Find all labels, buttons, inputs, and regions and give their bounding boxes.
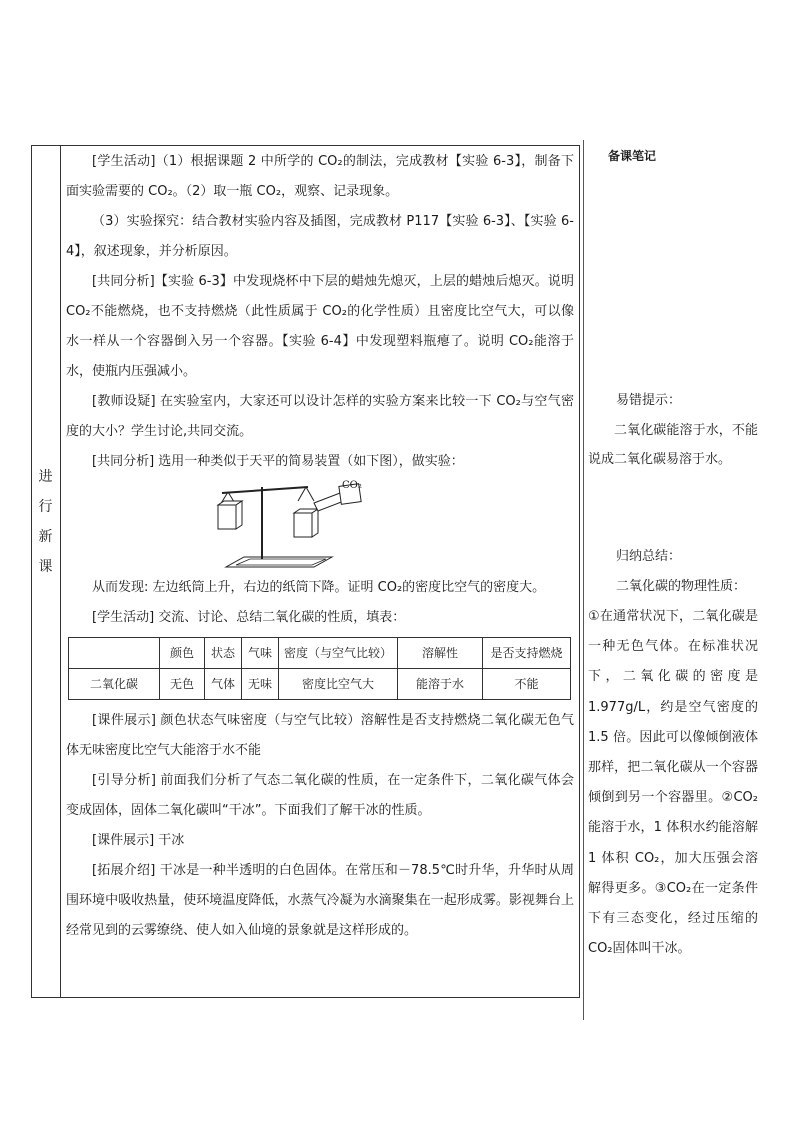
paragraph-dry-ice-title: [课件展示] 干冰 <box>92 833 185 848</box>
balance-apparatus-figure <box>66 477 574 573</box>
paragraph-teacher-question: [教师设疑] 在实验室内，大家还可以设计怎样的实验方案来比较一下 CO₂与空气密度的大小？学生讨论,共同交流。 <box>66 394 574 439</box>
table-header-cell <box>69 638 160 669</box>
table-cell: 不能 <box>483 669 571 700</box>
section-label-char: 新 <box>38 529 53 545</box>
paragraph-conclusion: 从而发现: 左边纸筒上升，右边的纸筒下降。证明 CO₂的密度比空气的密度大。 <box>92 580 546 595</box>
table-header-cell: 溶解性 <box>398 638 483 669</box>
table-cell: 密度比空气大 <box>279 669 398 700</box>
paragraph-extension: [拓展介绍] 干冰是一种半透明的白色固体。在常压和－78.5℃时升华，升华时从周围环境中吸收热量，使环境温度降低，水蒸气冷凝为水滴聚集在一起形成雾。影视舞台上经常见到的云雾缭绕、使人如入仙境的景象就是这样形成的。 <box>66 863 574 938</box>
summary-subheading: 二氧化碳的物理性质： <box>616 579 747 594</box>
table-header-row <box>69 638 571 669</box>
table-cell: 二氧化碳 <box>69 669 160 700</box>
paragraph-joint-analysis: [共同分析]【实验 6-3】中发现烧杯中下层的蜡烛先熄灭，上层的蜡烛后熄灭。说明 CO₂不能燃烧，也不支持燃烧（此性质属于 CO₂的化学性质）且密度比空气大，可以像水一样从一个容器倒入另一个容器。【实验 6-4】中发现塑料瓶瘪了。说明 CO₂能溶于水，使瓶内压强减小。 <box>66 274 574 379</box>
paragraph-guided-analysis: [引导分析] 前面我们分析了气态二氧化碳的性质，在一定条件下，二氧化碳气体会变成固体，固体二氧化碳叫“干冰”。下面我们了解干冰的性质。 <box>66 773 574 818</box>
table-cell: 能溶于水 <box>398 669 483 700</box>
co2-label: CO₂ <box>342 480 362 491</box>
paragraph-student-activity: [学生活动]（1）根据课题 2 中所学的 CO₂的制法，完成教材【实验 6-3】，制备下面实验需要的 CO₂。（2）取一瓶 CO₂，观察、记录现象。 <box>66 154 574 199</box>
table-header-cell: 气味 <box>242 638 279 669</box>
notes-divider <box>583 140 584 1020</box>
section-label-char: 课 <box>38 559 53 575</box>
error-tip-heading: 易错提示： <box>616 393 682 408</box>
table-header-cell: 密度（与空气比较） <box>279 638 398 669</box>
table-cell: 无味 <box>242 669 279 700</box>
section-label-char: 行 <box>38 499 53 515</box>
notes-title: 备课笔记 <box>608 149 657 163</box>
table-header-cell: 是否支持燃烧 <box>483 638 571 669</box>
column-divider <box>60 146 61 997</box>
paragraph-courseware-display: [课件展示] 颜色状态气味密度（与空气比较）溶解性是否支持燃烧二氧化碳无色气体无味密度比空气大能溶于水不能 <box>66 713 574 758</box>
paragraph-experiment: （3）实验探究：结合教材实验内容及插图，完成教材 P117【实验 6-3】、【实验 6-4】，叙述现象，并分析原因。 <box>66 214 574 259</box>
paragraph-balance-setup: [共同分析] 选用一种类似于天平的简易装置（如下图），做实验： <box>92 454 464 469</box>
lesson-content <box>66 147 574 946</box>
section-label <box>31 462 60 582</box>
table-row <box>69 669 571 700</box>
co2-properties-table <box>68 637 571 700</box>
summary-heading: 归纳总结： <box>616 549 682 564</box>
section-label-char: 进 <box>38 469 53 485</box>
table-cell: 无色 <box>160 669 205 700</box>
summary-text: ①在通常状况下，二氧化碳是一种无色气体。在标准状况下，二氧化碳的密度是 1.977g/L，约是空气密度的 1.5 倍。因此可以像倾倒液体那样，把二氧化碳从一个容器倾倒到另一个容器里。②CO₂能溶于水，1 体积水约能溶解 1 体积 CO₂，加大压强会溶解得更多。③CO₂在一定条件下有三态变化，经过压缩的 CO₂固体叫干冰。 <box>588 609 758 957</box>
error-tip-text: 二氧化碳能溶于水，不能说成二氧化碳易溶于水。 <box>588 423 758 467</box>
table-header-cell: 状态 <box>205 638 242 669</box>
paragraph-summary-task: [学生活动] 交流、讨论、总结二氧化碳的性质，填表： <box>92 610 406 625</box>
table-header-cell: 颜色 <box>160 638 205 669</box>
table-cell: 气体 <box>205 669 242 700</box>
